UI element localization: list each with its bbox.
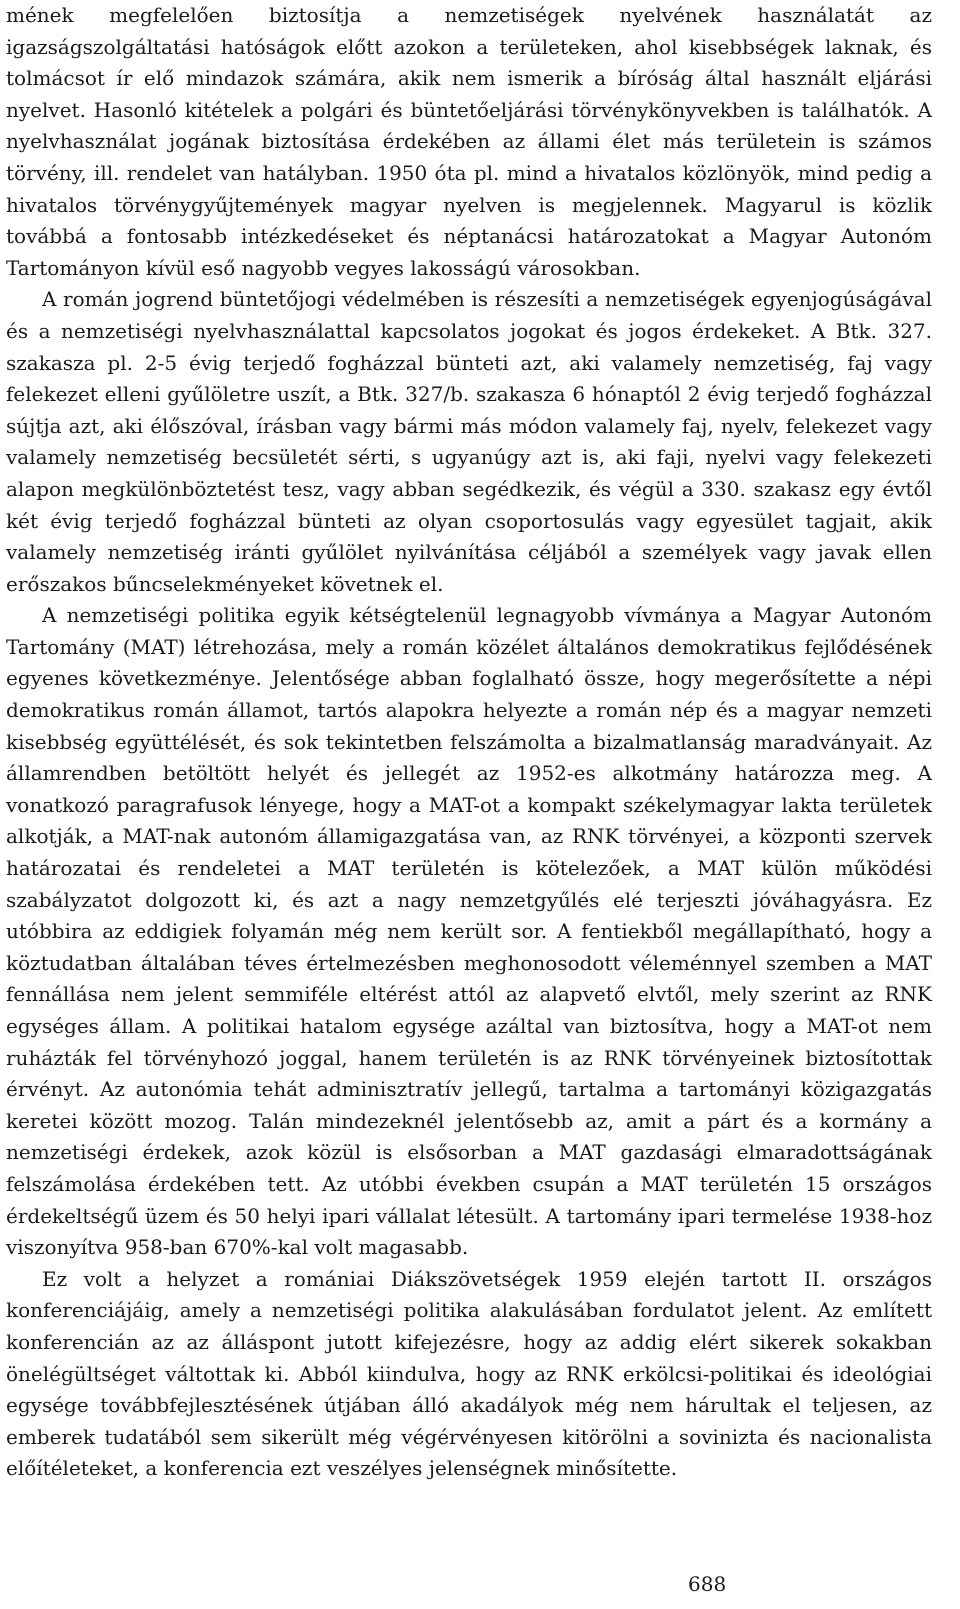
document-page: [6, 0, 932, 1485]
paragraph-autonomous-region: A nemzetiségi politika egyik kétségtelenül legnagyobb vívmánya a Magyar Autonóm Tartomány (MAT) létrehozása, mely a román közélet általános demokratikus fejlődésének egyenes következménye. Jelentősége abban foglalható össze, hogy megerősítette a népi demokratikus román államot, tartós alapokra helyezte a román nép és a magyar nemzeti kisebbség együttélését, és sok tekintetben felszámolta a bizalmatlanság maradványait. Az államrendben betöltött helyét és jellegét az 1952-es alkotmány határozza meg. A vonatkozó paragrafusok lényege, hogy a MAT-ot a kompakt székelymagyar lakta területek alkotják, a MAT-nak autonóm államigazgatása van, az RNK törvényei, a központi szervek határozatai és rendeletei a MAT területén is kötelezőek, a MAT külön működési szabályzatot dolgozott ki, és azt a nagy nemzetgyűlés elé terjeszti jóváhagyásra. Ez utóbbira az eddigiek folyamán még nem került sor. A fentiekből megállapítható, hogy a köztudatban általában téves értelmezésben meghonosodott véleménnyel szemben a MAT fennállása nem jelent semmiféle eltérést attól az alapvető elvtől, mely szerint az RNK egységes állam. A politikai hatalom egysége azáltal van biztosítva, hogy a MAT-ot nem ruházták fel törvényhozó joggal, hanem területén is az RNK törvényeinek biztosítottak érvényt. Az autonómia tehát adminisztratív jellegű, tartalma a tartományi közigazgatás keretei között mozog. Talán mindezeknél jelentősebb az, amit a párt és a kormány a nemzetiségi érdekek, azok közül is elsősorban a MAT gazdasági elmaradottságának felszámolása érdekében tett. Az utóbbi években csupán a MAT területén 15 országos érdekeltségű üzem és 50 helyi ipari vállalat létesült. A tartomány ipari termelése 1938-hoz viszonyítva 958-ban 670%-kal volt magasabb.: [6, 603, 932, 1260]
paragraph-continuation: mének megfelelően biztosítja a nemzetiségek nyelvének használatát az igazságszolgáltatási hatóságok előtt azokon a területeken, ahol kisebbségek laknak, és tolmácsot ír elő mindazok számára, akik nem ismerik a bíróság által használt eljárási nyelvet. Hasonló kitételek a polgári és büntetőeljárási törvénykönyvekben is találhatók. A nyelvhasználat jogának biztosítása érdekében az állami élet más területein is számos törvény, ill. rendelet van hatályban. 1950 óta pl. mind a hivatalos közlönyök, mind pedig a hivatalos törvénygyűjtemények magyar nyelven is megjelennek. Magyarul is közlik továbbá a fontosabb intézkedéseket és néptanácsi határozatokat a Magyar Autonóm Tartományon kívül eső nagyobb vegyes lakosságú városokban.: [6, 3, 932, 280]
page-number: 688: [688, 1572, 727, 1596]
paragraph-criminal-law: A román jogrend büntetőjogi védelmében is részesíti a nemzetiségek egyenjogúságával és a nemzetiségi nyelvhasználattal kapcsolatos jogokat és jogos érdekeket. A Btk. 327. szakasza pl. 2-5 évig terjedő fogházzal bünteti azt, aki valamely nemzetiség, faj vagy felekezet elleni gyűlöletre uszít, a Btk. 327/b. szakasza 6 hónaptól 2 évig terjedő fogházzal sújtja azt, aki élőszóval, írásban vagy bármi más módon valamely faj, nyelv, felekezet vagy valamely nemzetiség becsületét sérti, s ugyanúgy azt is, aki faji, nyelvi vagy felekezeti alapon megkülönböztetést tesz, vagy abban segédkezik, és végül a 330. szakasz egy évtől két évig terjedő fogházzal bünteti az olyan csoportosulás vagy egyesület tagjait, akik valamely nemzetiség iránti gyűlölet nyilvánítása céljából a személyek vagy javak ellen erőszakos bűncselekményeket követnek el.: [6, 287, 932, 596]
paragraph-student-conference: Ez volt a helyzet a romániai Diákszövetségek 1959 elején tartott II. országos konferenciájáig, amely a nemzetiségi politika alakulásában fordulatot jelent. Az említett konferencián az az álláspont jutott kifejezésre, hogy az addig elért sikerek sokakban önelégültséget váltottak ki. Abból kiindulva, hogy az RNK erkölcsi-politikai és ideológiai egysége továbbfejlesztésének útjában álló akadályok még nem hárultak el teljesen, az emberek tudatából sem sikerült még végérvényesen kitörölni a sovinizta és nacionalista előítéleteket, a konferencia ezt veszélyes jelenségnek minősítette.: [6, 1266, 932, 1481]
